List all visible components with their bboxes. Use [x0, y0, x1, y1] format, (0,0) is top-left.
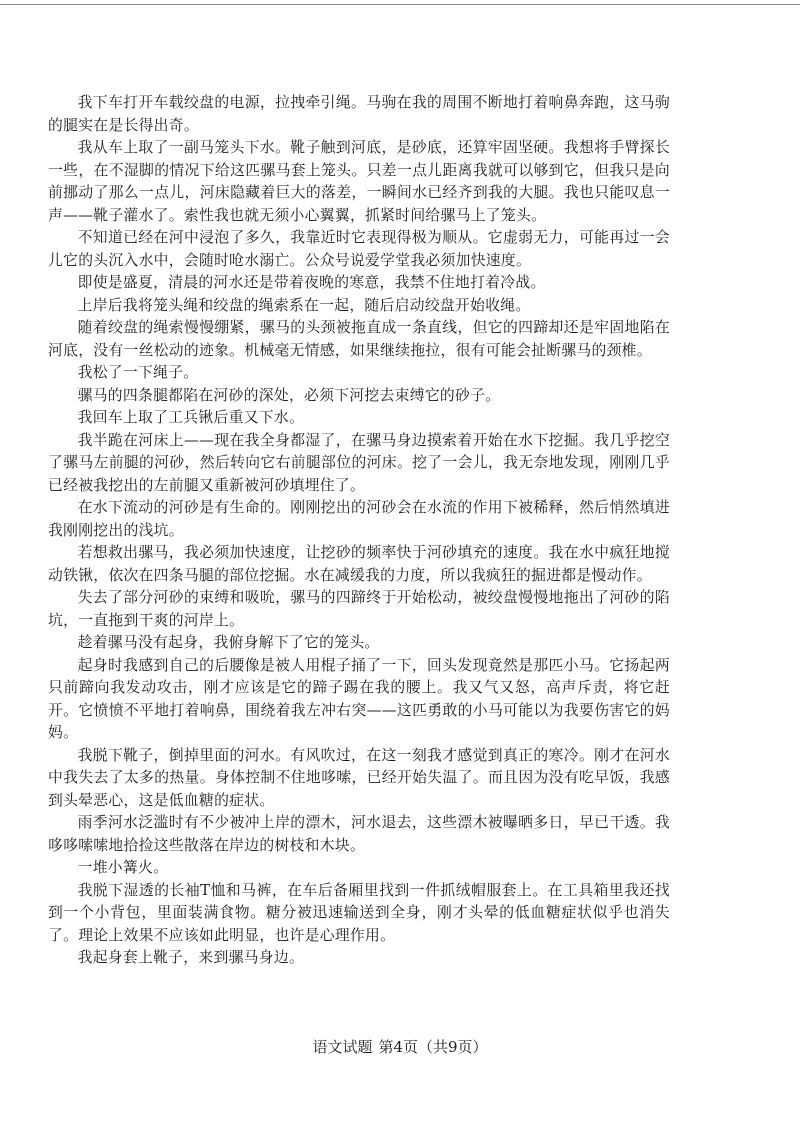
paragraph: 若想救出骡马，我必须加快速度，让挖砂的频率快于河砂填充的速度。我在水中疯狂地搅动铁锹，依次在四条马腿的部位挖掘。水在减缓我的力度，所以我疯狂的掘进都是慢动作。 [48, 544, 670, 584]
paragraph: 失去了部分河砂的束缚和吸吮，骡马的四蹄终于开始松动，被绞盘慢慢地拖出了河砂的陷坑，一直拖到干爽的河岸上。 [48, 589, 670, 629]
paragraph: 我脱下湿透的长袖T恤和马裤，在车后备厢里找到一件抓绒帽服套上。在工具箱里我还找到一个小背包，里面装满食物。糖分被迅速输送到全身，刚才头晕的低血糖症状似乎也消失了。理论上效果不应该如此明显，也许是心理作用。 [48, 881, 670, 944]
paragraph: 随着绞盘的绳索慢慢绷紧，骡马的头颈被拖直成一条直线，但它的四蹄却还是牢固地陷在河底，没有一丝松动的迹象。机械毫无情感，如果继续拖拉，很有可能会扯断骡马的颈椎。 [48, 319, 670, 359]
paragraph: 一堆小篝火。 [77, 859, 169, 876]
paragraph: 起身时我感到自己的后腰像是被人用棍子捅了一下，回头发现竟然是那匹小马。它扬起两只前蹄向我发动攻击，刚才应该是它的蹄子踢在我的腰上。我又气又怒，高声斥责，将它赶开。它愤愤不平地打着响鼻，围绕着我左冲右突——这匹勇敢的小马可能以为我要伤害它的妈妈。 [48, 656, 670, 741]
top-rule [0, 4, 800, 5]
paragraph: 即使是盛夏，清晨的河水还是带着夜晚的寒意，我禁不住地打着冷战。 [77, 274, 546, 291]
paragraph: 我松了一下绳子。 [77, 364, 199, 381]
footer-subject: 语文试题 [312, 1038, 373, 1056]
footer-page-number: 第4页（共9页） [378, 1038, 488, 1056]
paragraph: 我起身套上靴子，来到骡马身边。 [77, 949, 305, 966]
paragraph: 雨季河水泛滥时有不少被冲上岸的漂木，河水退去，这些漂木被曝晒多日，早已干透。我哆哆嗦嗦地拾捡这些散落在岸边的树枝和木块。 [48, 814, 670, 854]
paragraph: 上岸后我将笼头绳和绞盘的绳索系在一起，随后启动绞盘开始收绳。 [77, 296, 531, 314]
paragraph: 我脱下靴子，倒掉里面的河水。有风吹过，在这一刻我才感觉到真正的寒冷。刚才在河水中我失去了太多的热量。身体控制不住地哆嗦，已经开始失温了。而且因为没有吃早饭，我感到头晕恶心，这是低血糖的症状。 [48, 746, 670, 809]
paragraph: 我半跪在河床上——现在我全身都湿了，在骡马身边摸索着开始在水下挖掘。我几乎挖空了骡马左前腿的河砂，然后转向它右前腿部位的河床。挖了一会儿，我无奈地发现，刚刚几乎已经被我挖出的左前腿又重新被河砂填埋住了。 [48, 431, 670, 494]
document-body [48, 92, 670, 970]
paragraph: 骡马的四条腿都陷在河砂的深处，必须下河挖去束缚它的砂子。 [77, 386, 501, 404]
paragraph: 不知道已经在河中浸泡了多久，我靠近时它表现得极为顺从。它虚弱无力，可能再过一会儿它的头沉入水中，会随时呛水溺亡。公众号说爱学堂我必须加快速度。 [48, 229, 670, 269]
paragraph: 我从车上取了一副马笼头下水。靴子触到河底，是砂底，还算牢固坚硬。我想将手臂探长一些，在不湿脚的情况下给这匹骡马套上笼头。只差一点儿距离我就可以够到它，但我只是向前挪动了那么一点儿，河床隐藏着巨大的落差，一瞬间水已经齐到我的大腿。我也只能叹息一声——靴子灌水了。索性我也就无须小心翼翼，抓紧时间给骡马上了笼头。 [48, 139, 670, 224]
paragraph: 在水下流动的河砂是有生命的。刚刚挖出的河砂会在水流的作用下被稀释，然后悄然填进我刚刚挖出的浅坑。 [48, 499, 670, 539]
paragraph: 我下车打开车载绞盘的电源，拉拽牵引绳。马驹在我的周围不断地打着响鼻奔跑，这马驹的腿实在是长得出奇。 [48, 94, 670, 134]
paragraph: 趁着骡马没有起身，我俯身解下了它的笼头。 [77, 634, 380, 651]
page-footer [0, 1037, 800, 1057]
paragraph: 我回车上取了工兵锹后重又下水。 [77, 409, 305, 426]
